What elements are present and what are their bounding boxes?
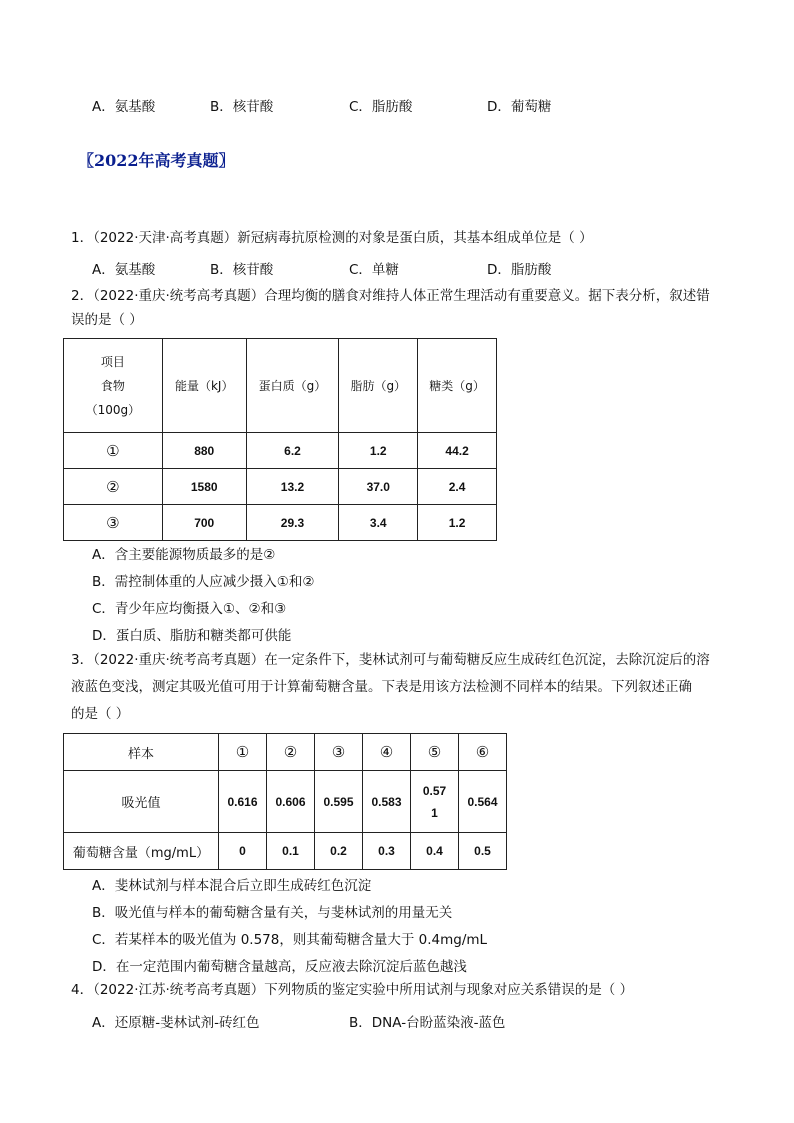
header-energy: 能量（kJ） (162, 339, 246, 433)
row-label: ② (64, 469, 163, 505)
q1-option-b: B．核苷酸 (210, 262, 274, 278)
sample-header: ② (267, 734, 315, 771)
sample-header: ③ (315, 734, 363, 771)
cell-fat: 3.4 (339, 505, 418, 541)
cell-protein: 6.2 (246, 433, 339, 469)
table-row (64, 505, 497, 541)
row-label-absorbance: 吸光值 (64, 771, 219, 833)
cell-energy: 1580 (162, 469, 246, 505)
glucose-cell: 0.5 (459, 833, 507, 870)
glucose-cell: 0.3 (363, 833, 411, 870)
cell-energy: 880 (162, 433, 246, 469)
row-label-sample: 样本 (64, 734, 219, 771)
cell-fat: 37.0 (339, 469, 418, 505)
cell-fat: 1.2 (339, 433, 418, 469)
q2-table-corner (64, 339, 163, 433)
option-d: D．葡萄糖 (487, 99, 552, 115)
q3-option-b: B．吸光值与样本的葡萄糖含量有关，与斐林试剂的用量无关 (92, 905, 453, 921)
q2-option-d: D．蛋白质、脂肪和糖类都可供能 (92, 628, 292, 644)
q3-option-a: A．斐林试剂与样本混合后立即生成砖红色沉淀 (92, 878, 372, 894)
table-row (64, 833, 507, 870)
option-b: B．核苷酸 (210, 99, 274, 115)
q2-table-header-row (64, 339, 497, 433)
sample-header: ① (219, 734, 267, 771)
corner-item: 项目 (100, 354, 125, 369)
q2-option-c: C．青少年应均衡摄入①、②和③ (92, 601, 287, 617)
table-row (64, 734, 507, 771)
cell-sugar: 1.2 (418, 505, 497, 541)
absorbance-cell: 0.606 (267, 771, 315, 833)
absorbance-cell: 0.571 (411, 771, 459, 833)
cell-energy: 700 (162, 505, 246, 541)
q1-option-d: D．脂肪酸 (487, 262, 552, 278)
q1-stem: 1．（2022·天津·高考真题）新冠病毒抗原检测的对象是蛋白质，其基本组成单位是（ ） (71, 230, 593, 246)
q2-option-a: A．含主要能源物质最多的是② (92, 547, 276, 563)
q4-stem: 4．（2022·江苏·统考高考真题）下列物质的鉴定实验中所用试剂与现象对应关系错误的是（ ） (71, 982, 634, 998)
row-label-glucose: 葡萄糖含量（mg/mL） (64, 833, 219, 870)
cell-sugar: 44.2 (418, 433, 497, 469)
q3-option-d: D．在一定范围内葡萄糖含量越高，反应液去除沉淀后蓝色越浅 (92, 959, 467, 975)
q3-absorbance-table (63, 733, 507, 870)
absorbance-cell: 0.595 (315, 771, 363, 833)
q3-stem-line1: 3．（2022·重庆·统考高考真题）在一定条件下，斐林试剂可与葡萄糖反应生成砖红色沉淀，去除沉淀后的溶 (71, 652, 710, 668)
q4-option-b: B．DNA-台盼蓝染液-蓝色 (349, 1015, 506, 1031)
row-label: ① (64, 433, 163, 469)
absorbance-cell: 0.583 (363, 771, 411, 833)
q2-stem-line2: 误的是（ ） (71, 312, 143, 328)
cell-protein: 29.3 (246, 505, 339, 541)
glucose-cell: 0 (219, 833, 267, 870)
sample-header: ⑤ (411, 734, 459, 771)
glucose-cell: 0.2 (315, 833, 363, 870)
absorbance-cell: 0.564 (459, 771, 507, 833)
sample-header: ④ (363, 734, 411, 771)
absorbance-cell: 0.616 (219, 771, 267, 833)
section-title: 〖2022年高考真题〗 (78, 151, 235, 170)
q4-option-a: A．还原糖-斐林试剂-砖红色 (92, 1015, 260, 1031)
cell-protein: 13.2 (246, 469, 339, 505)
table-row (64, 771, 507, 833)
corner-food: 食物 (100, 378, 125, 393)
q3-option-c: C．若某样本的吸光值为 0.578，则其葡萄糖含量大于 0.4mg/mL (92, 932, 488, 948)
q3-stem-line2: 液蓝色变浅，测定其吸光值可用于计算葡萄糖含量。下表是用该方法检测不同样本的结果。下列叙述正确 (71, 679, 692, 695)
header-sugar: 糖类（g） (418, 339, 497, 433)
header-protein: 蛋白质（g） (246, 339, 339, 433)
cell-sugar: 2.4 (418, 469, 497, 505)
glucose-cell: 0.4 (411, 833, 459, 870)
q1-option-a: A．氨基酸 (92, 262, 156, 278)
q2-option-b: B．需控制体重的人应减少摄入①和② (92, 574, 315, 590)
q1-option-c: C．单糖 (349, 262, 399, 278)
option-a: A．氨基酸 (92, 99, 156, 115)
glucose-cell: 0.1 (267, 833, 315, 870)
table-row (64, 433, 497, 469)
row-label: ③ (64, 505, 163, 541)
q2-nutrition-table (63, 338, 497, 541)
corner-unit: （100g） (85, 402, 141, 417)
option-c: C．脂肪酸 (349, 99, 413, 115)
q3-stem-line3: 的是（ ） (71, 706, 130, 722)
sample-header: ⑥ (459, 734, 507, 771)
header-fat: 脂肪（g） (339, 339, 418, 433)
q2-stem-line1: 2．（2022·重庆·统考高考真题）合理均衡的膳食对维持人体正常生理活动有重要意义。据下表分析，叙述错 (71, 288, 710, 304)
table-row (64, 469, 497, 505)
